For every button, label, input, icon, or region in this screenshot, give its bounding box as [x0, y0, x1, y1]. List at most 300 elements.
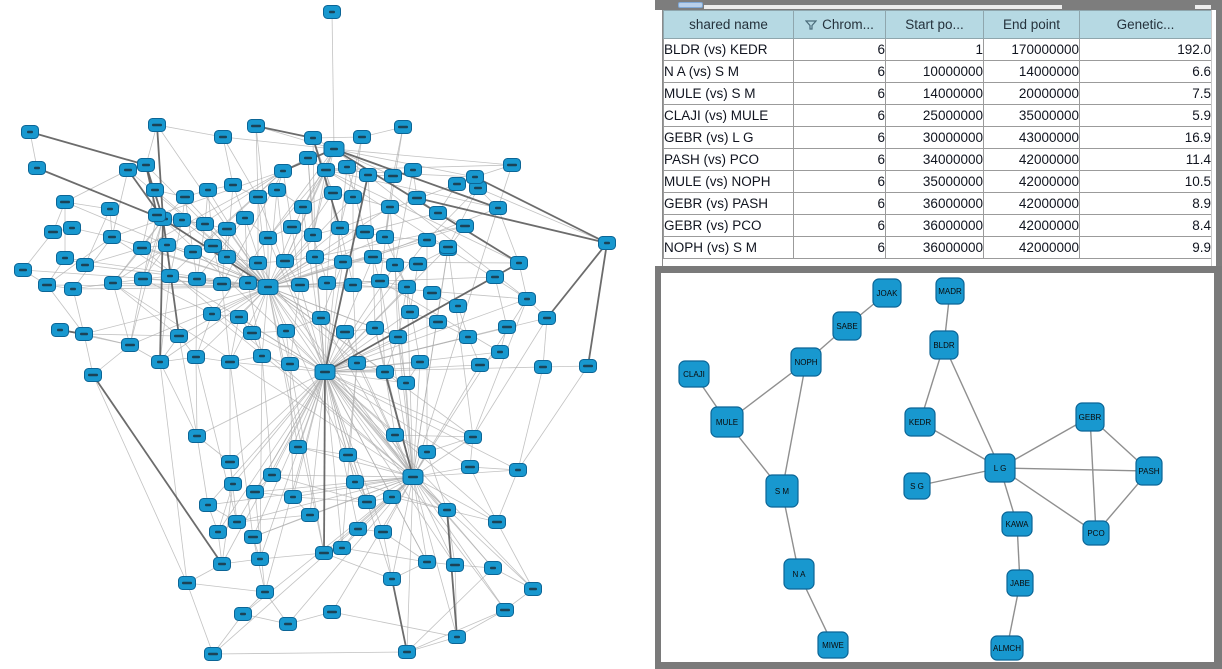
- network-node[interactable]: [285, 491, 302, 504]
- network-node[interactable]: [104, 231, 121, 244]
- node-label: MULE: [715, 418, 739, 427]
- network-node[interactable]: [57, 252, 74, 265]
- network-node[interactable]: [189, 430, 206, 443]
- network-edge: [213, 477, 413, 654]
- network-node[interactable]: [277, 255, 294, 268]
- network-node[interactable]: [200, 499, 217, 512]
- network-edge: [272, 475, 413, 477]
- cell-shared-name: MULE (vs) NOPH: [664, 171, 794, 193]
- table-row[interactable]: [664, 149, 1212, 171]
- cell-value: 6: [794, 61, 886, 83]
- scrollbar-track[interactable]: [704, 5, 1062, 9]
- network-node-madr[interactable]: [936, 278, 964, 304]
- network-node[interactable]: [316, 547, 333, 560]
- node-label: [109, 282, 117, 284]
- network-node[interactable]: [250, 191, 267, 204]
- node-label: [179, 219, 185, 221]
- network-node[interactable]: [398, 377, 415, 390]
- network-edge: [187, 583, 265, 592]
- node-label: [218, 563, 226, 565]
- node-label: [205, 189, 211, 191]
- node-label: [152, 124, 162, 126]
- network-node[interactable]: [375, 526, 392, 539]
- network-node[interactable]: [385, 170, 402, 183]
- network-node[interactable]: [149, 119, 166, 132]
- network-node[interactable]: [76, 328, 93, 341]
- cell-value: 7.5: [1080, 83, 1212, 105]
- network-node[interactable]: [214, 558, 231, 571]
- node-label: [495, 207, 501, 209]
- network-edge: [233, 372, 325, 484]
- network-node[interactable]: [215, 131, 232, 144]
- network-node[interactable]: [244, 327, 261, 340]
- network-edge: [163, 219, 325, 372]
- column-header-shared-name[interactable]: shared name: [664, 11, 794, 39]
- network-node[interactable]: [384, 573, 401, 586]
- network-node[interactable]: [450, 300, 467, 313]
- table-row[interactable]: [664, 193, 1212, 215]
- network-node[interactable]: [324, 6, 341, 19]
- network-node[interactable]: [395, 121, 412, 134]
- network-node[interactable]: [510, 464, 527, 477]
- network-node[interactable]: [497, 604, 514, 617]
- node-label: [516, 262, 522, 264]
- table-row[interactable]: [664, 39, 1212, 61]
- network-node[interactable]: [64, 222, 81, 235]
- cell-value: 14000000: [886, 83, 984, 105]
- network-node[interactable]: [149, 209, 166, 222]
- node-label: [350, 196, 356, 198]
- node-label: KAWA: [1005, 520, 1029, 529]
- network-node[interactable]: [492, 346, 509, 359]
- network-node[interactable]: [225, 478, 242, 491]
- cell-value: 35000000: [886, 171, 984, 193]
- network-node[interactable]: [305, 132, 322, 145]
- network-node-kedr[interactable]: [905, 408, 935, 436]
- network-node[interactable]: [57, 196, 74, 209]
- node-label: [242, 217, 248, 219]
- network-node[interactable]: [539, 312, 556, 325]
- column-header-genetic[interactable]: Genetic...: [1080, 11, 1212, 39]
- network-node[interactable]: [449, 631, 466, 644]
- node-label: [474, 187, 482, 189]
- network-node[interactable]: [335, 256, 352, 269]
- network-node[interactable]: [245, 531, 262, 544]
- network-node[interactable]: [45, 226, 62, 239]
- network-node[interactable]: [225, 179, 242, 192]
- attribute-table: [663, 10, 1212, 259]
- network-node[interactable]: [305, 229, 322, 242]
- node-label: [543, 317, 551, 319]
- network-node[interactable]: [424, 287, 441, 300]
- network-node[interactable]: [447, 559, 464, 572]
- network-node[interactable]: [487, 271, 504, 284]
- network-node[interactable]: [280, 618, 297, 631]
- network-edge: [230, 362, 253, 537]
- network-node[interactable]: [205, 648, 222, 661]
- network-node[interactable]: [105, 277, 122, 290]
- network-node[interactable]: [185, 246, 202, 259]
- network-node[interactable]: [410, 258, 427, 271]
- node-label: [321, 169, 331, 171]
- network-node[interactable]: [412, 356, 429, 369]
- network-node[interactable]: [390, 331, 407, 344]
- network-node[interactable]: [511, 257, 528, 270]
- network-node[interactable]: [252, 553, 269, 566]
- node-label: [368, 256, 378, 258]
- network-node[interactable]: [177, 191, 194, 204]
- network-node[interactable]: [171, 330, 188, 343]
- network-node[interactable]: [382, 201, 399, 214]
- node-label: [295, 284, 305, 286]
- network-node[interactable]: [359, 496, 376, 509]
- network-node[interactable]: [147, 184, 164, 197]
- network-node[interactable]: [354, 131, 371, 144]
- network-edge: [782, 362, 806, 491]
- network-node[interactable]: [197, 218, 214, 231]
- scrollbar-track-right[interactable]: [1195, 5, 1211, 9]
- network-node[interactable]: [77, 259, 94, 272]
- node-label: JOAK: [876, 289, 898, 298]
- overview-network-canvas[interactable]: [661, 273, 1214, 662]
- network-node[interactable]: [325, 187, 342, 200]
- node-label: MADR: [938, 287, 962, 296]
- column-header-chrom[interactable]: Chrom...: [794, 11, 886, 39]
- network-node[interactable]: [240, 277, 257, 290]
- network-node[interactable]: [254, 350, 271, 363]
- network-node[interactable]: [250, 257, 267, 270]
- network-node[interactable]: [15, 264, 32, 277]
- network-edge: [473, 318, 547, 437]
- network-node[interactable]: [462, 461, 479, 474]
- network-node[interactable]: [174, 214, 191, 227]
- network-edge: [157, 125, 223, 137]
- scrollbar-thumb[interactable]: [678, 2, 703, 8]
- network-node[interactable]: [189, 273, 206, 286]
- node-label: [500, 609, 510, 611]
- network-node[interactable]: [307, 251, 324, 264]
- network-node[interactable]: [402, 306, 419, 319]
- network-node[interactable]: [419, 446, 436, 459]
- network-node[interactable]: [472, 359, 489, 372]
- network-node[interactable]: [360, 169, 377, 182]
- network-node[interactable]: [367, 322, 384, 335]
- network-node[interactable]: [357, 226, 374, 239]
- network-node[interactable]: [122, 339, 139, 352]
- network-node[interactable]: [205, 240, 222, 253]
- network-node[interactable]: [231, 311, 248, 324]
- network-node[interactable]: [22, 126, 39, 139]
- table-row[interactable]: [664, 171, 1212, 193]
- network-node-n-a[interactable]: [784, 559, 814, 589]
- network-node-noph[interactable]: [791, 348, 821, 376]
- network-edge: [160, 362, 197, 436]
- network-node[interactable]: [457, 220, 474, 233]
- network-node[interactable]: [489, 516, 506, 529]
- network-node-miwe[interactable]: [818, 632, 848, 658]
- network-node[interactable]: [52, 324, 69, 337]
- network-node-claji[interactable]: [679, 361, 709, 387]
- node-label: [245, 282, 251, 284]
- network-node[interactable]: [162, 270, 179, 283]
- network-node[interactable]: [403, 470, 423, 485]
- node-label: [319, 552, 329, 554]
- network-node-s-m[interactable]: [766, 475, 798, 507]
- node-label: [250, 491, 260, 493]
- network-node-mule[interactable]: [711, 407, 743, 437]
- cell-value: 1: [886, 39, 984, 61]
- node-label: [450, 564, 460, 566]
- network-node[interactable]: [399, 281, 416, 294]
- node-label: [125, 344, 135, 346]
- network-node[interactable]: [504, 159, 521, 172]
- network-edge: [160, 362, 187, 583]
- network-node[interactable]: [347, 476, 364, 489]
- cell-value: 11.4: [1080, 149, 1212, 171]
- network-node[interactable]: [419, 234, 436, 247]
- node-label: PCO: [1087, 529, 1105, 538]
- network-node[interactable]: [318, 164, 335, 177]
- node-label: [257, 558, 263, 560]
- network-node[interactable]: [260, 232, 277, 245]
- network-node[interactable]: [440, 241, 457, 254]
- network-node[interactable]: [324, 606, 341, 619]
- network-node[interactable]: [399, 646, 416, 659]
- network-edge: [497, 470, 518, 522]
- network-node[interactable]: [405, 164, 422, 177]
- cell-value: 6: [794, 39, 886, 61]
- network-node[interactable]: [499, 321, 516, 334]
- network-node[interactable]: [292, 279, 309, 292]
- node-label: [460, 225, 470, 227]
- node-label: [427, 292, 437, 294]
- network-node[interactable]: [460, 331, 477, 344]
- node-label: [443, 509, 451, 511]
- node-label: [408, 476, 418, 478]
- network-node[interactable]: [339, 161, 356, 174]
- cell-value: 36000000: [886, 215, 984, 237]
- network-node[interactable]: [138, 159, 155, 172]
- network-node[interactable]: [295, 201, 312, 214]
- cell-value: 20000000: [984, 83, 1080, 105]
- network-node[interactable]: [134, 242, 151, 255]
- network-node[interactable]: [419, 556, 436, 569]
- network-node[interactable]: [219, 251, 236, 264]
- network-node[interactable]: [519, 293, 536, 306]
- cell-value: 6: [794, 105, 886, 127]
- network-node[interactable]: [387, 429, 404, 442]
- network-node[interactable]: [525, 583, 542, 596]
- network-node[interactable]: [490, 202, 507, 215]
- network-node[interactable]: [465, 431, 482, 444]
- network-edge: [543, 318, 547, 367]
- node-label: [381, 371, 389, 373]
- network-node-joak[interactable]: [873, 279, 901, 307]
- network-node-l-g[interactable]: [985, 454, 1015, 482]
- network-node[interactable]: [258, 280, 278, 295]
- network-node[interactable]: [599, 237, 616, 250]
- network-node[interactable]: [332, 222, 349, 235]
- cell-value: 170000000: [984, 39, 1080, 61]
- network-node[interactable]: [237, 212, 254, 225]
- cell-value: 10000000: [886, 61, 984, 83]
- network-node[interactable]: [275, 165, 292, 178]
- cell-value: 34000000: [886, 149, 984, 171]
- network-node[interactable]: [85, 369, 102, 382]
- network-node[interactable]: [204, 308, 221, 321]
- network-node[interactable]: [337, 326, 354, 339]
- network-node[interactable]: [248, 120, 265, 133]
- network-node[interactable]: [120, 164, 137, 177]
- node-label: [164, 244, 170, 246]
- network-node-kawa[interactable]: [1002, 512, 1032, 536]
- network-node[interactable]: [372, 275, 389, 288]
- node-label: NOPH: [794, 358, 818, 367]
- network-node-s-g[interactable]: [904, 473, 930, 499]
- network-node[interactable]: [300, 152, 317, 165]
- network-node[interactable]: [284, 221, 301, 234]
- network-node[interactable]: [29, 162, 46, 175]
- network-node[interactable]: [264, 469, 281, 482]
- network-edge: [395, 435, 473, 437]
- network-node-gebr[interactable]: [1076, 403, 1104, 431]
- network-edge: [413, 477, 493, 568]
- overview-network-view[interactable]: [661, 273, 1214, 662]
- node-label: [404, 286, 410, 288]
- network-node[interactable]: [535, 361, 552, 374]
- node-label: [192, 356, 200, 358]
- network-node[interactable]: [313, 312, 330, 325]
- network-node[interactable]: [485, 562, 502, 575]
- network-node[interactable]: [152, 356, 169, 369]
- network-node[interactable]: [387, 259, 404, 272]
- network-node-bldr[interactable]: [930, 331, 958, 359]
- network-node[interactable]: [214, 278, 231, 291]
- table-row[interactable]: [664, 83, 1212, 105]
- network-edge-thick: [392, 579, 407, 652]
- network-node[interactable]: [210, 526, 227, 539]
- node-label: [108, 236, 116, 238]
- network-node[interactable]: [102, 203, 119, 216]
- node-label: [251, 125, 261, 127]
- network-node[interactable]: [39, 279, 56, 292]
- table-row[interactable]: [664, 61, 1212, 83]
- network-node[interactable]: [222, 456, 239, 469]
- node-label: [403, 382, 409, 384]
- network-node[interactable]: [324, 142, 344, 157]
- network-node-pash[interactable]: [1136, 457, 1162, 485]
- table-row[interactable]: [664, 215, 1212, 237]
- network-node[interactable]: [222, 356, 239, 369]
- network-node[interactable]: [384, 491, 401, 504]
- network-node[interactable]: [430, 207, 447, 220]
- network-node[interactable]: [377, 366, 394, 379]
- cell-value: 8.4: [1080, 215, 1212, 237]
- network-node[interactable]: [247, 486, 264, 499]
- column-header-end-point[interactable]: End point: [984, 11, 1080, 39]
- network-node-almch[interactable]: [991, 636, 1023, 660]
- cell-value: 42000000: [984, 215, 1080, 237]
- network-node[interactable]: [188, 351, 205, 364]
- node-label: [290, 496, 296, 498]
- network-node[interactable]: [350, 523, 367, 536]
- network-edge-thick: [30, 132, 146, 165]
- node-label: [394, 336, 402, 338]
- network-node[interactable]: [159, 239, 176, 252]
- network-node[interactable]: [467, 171, 484, 184]
- network-node[interactable]: [377, 231, 394, 244]
- network-node[interactable]: [365, 251, 382, 264]
- network-node[interactable]: [65, 283, 82, 296]
- network-node[interactable]: [278, 325, 295, 338]
- network-node[interactable]: [430, 316, 447, 329]
- cell-value: 6: [794, 149, 886, 171]
- network-node[interactable]: [349, 357, 366, 370]
- network-node[interactable]: [439, 504, 456, 517]
- table-row[interactable]: [664, 105, 1212, 127]
- network-node[interactable]: [345, 279, 362, 292]
- network-node[interactable]: [219, 223, 236, 236]
- column-header-start-po[interactable]: Start po...: [886, 11, 984, 39]
- node-label: [259, 355, 265, 357]
- network-node[interactable]: [449, 178, 466, 191]
- node-label: [310, 137, 316, 139]
- node-label: [327, 611, 337, 613]
- network-node[interactable]: [334, 542, 351, 555]
- network-edge: [187, 583, 213, 654]
- node-label: [230, 483, 236, 485]
- cell-value: 6: [794, 83, 886, 105]
- node-label: [62, 257, 68, 259]
- table-row[interactable]: [664, 237, 1212, 259]
- node-label: [344, 166, 350, 168]
- network-edge: [944, 345, 1000, 468]
- network-node[interactable]: [315, 365, 335, 380]
- network-node[interactable]: [290, 441, 307, 454]
- network-node[interactable]: [340, 449, 357, 462]
- network-node[interactable]: [135, 273, 152, 286]
- node-label: [406, 311, 414, 313]
- network-node[interactable]: [229, 516, 246, 529]
- network-node[interactable]: [200, 184, 217, 197]
- network-node[interactable]: [302, 509, 319, 522]
- network-edge: [113, 283, 179, 336]
- node-label: [375, 280, 385, 282]
- network-node[interactable]: [319, 277, 336, 290]
- node-label: MIWE: [822, 641, 844, 650]
- network-node[interactable]: [345, 191, 362, 204]
- network-node[interactable]: [282, 358, 299, 371]
- overview-network-panel: [655, 266, 1222, 669]
- node-label: [454, 636, 460, 638]
- node-label: [283, 330, 289, 332]
- node-label: [364, 174, 372, 176]
- network-node-sabe[interactable]: [833, 312, 861, 340]
- network-node[interactable]: [235, 608, 252, 621]
- network-edge: [334, 149, 512, 165]
- network-node-jabe[interactable]: [1007, 570, 1033, 596]
- node-label: [416, 361, 424, 363]
- network-node[interactable]: [580, 360, 597, 373]
- table-row[interactable]: [664, 127, 1212, 149]
- network-node[interactable]: [257, 586, 274, 599]
- network-node[interactable]: [409, 192, 426, 205]
- network-edge: [73, 287, 268, 289]
- network-node[interactable]: [179, 577, 196, 590]
- network-node[interactable]: [269, 184, 286, 197]
- node-label: [233, 521, 241, 523]
- network-node-pco[interactable]: [1083, 521, 1109, 545]
